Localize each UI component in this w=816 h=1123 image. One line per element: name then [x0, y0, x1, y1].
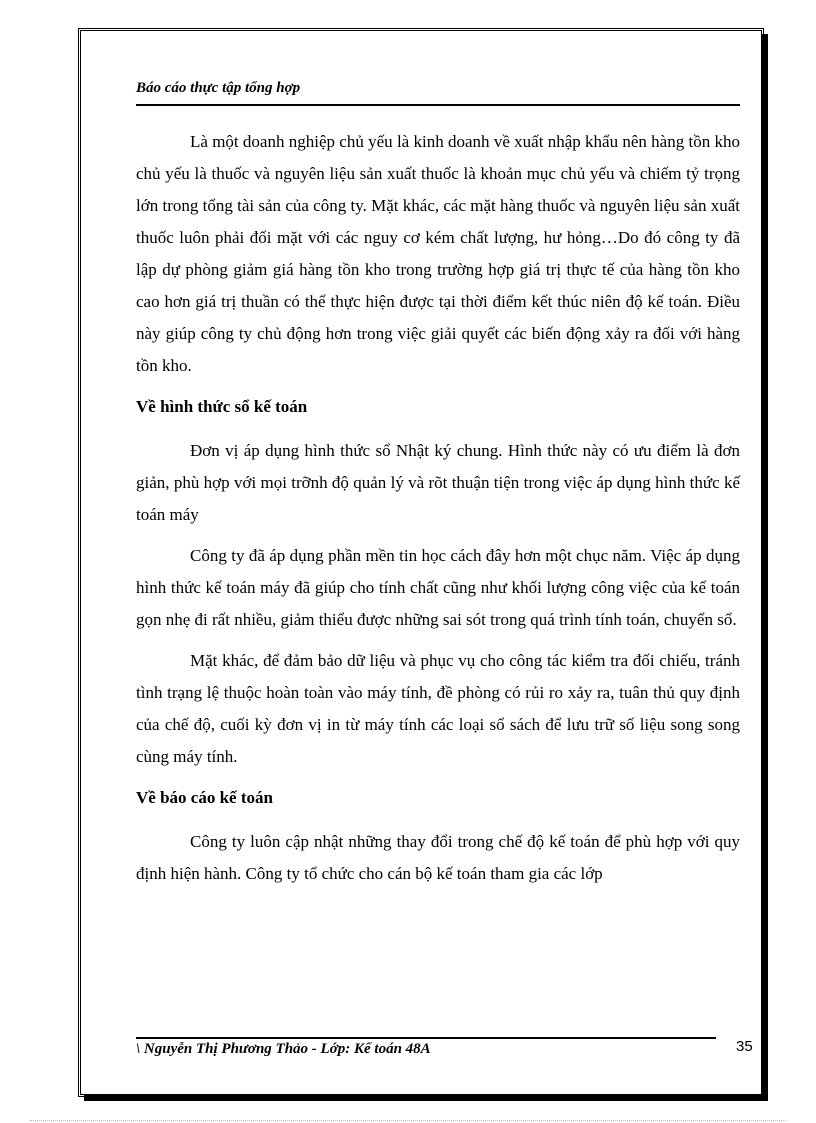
body-text: [136, 126, 740, 899]
running-header: Báo cáo thực tập tổng hợp: [136, 80, 301, 96]
section-heading-accounting-report: Về báo cáo kế toán: [136, 788, 273, 807]
page-number: 35: [736, 1038, 753, 1055]
paragraph-software: Công ty đã áp dụng phần mền tin học cách đây hơn một chục năm. Việc áp dụng hình thức kế toán máy đã giúp cho tính chất cũng như khối lượng công việc của kế toán gọn nhẹ đi rất nhiều, giảm thiểu được những sai sót trong quá trình tính toán, chuyển sổ.: [136, 546, 740, 629]
footer-rule: [136, 1037, 716, 1039]
page-border-shadow-right: [762, 34, 768, 1100]
page-border-shadow-bottom: [84, 1095, 768, 1101]
paragraph-journal: Đơn vị áp dụng hình thức sổ Nhật ký chung. Hình thức này có ưu điểm là đơn giản, phù hợp với mọi trỡnh độ quản lý và rõt thuận tiện trong việc áp dụng hình thức kế toán máy: [136, 441, 740, 524]
paragraph-regulations: Công ty luôn cập nhật những thay đổi trong chế độ kế toán để phù hợp với quy định hiện hành. Công ty tổ chức cho cán bộ kế toán tham gia các lớp: [136, 832, 740, 883]
footer-author: \ Nguyễn Thị Phương Thảo - Lớp: Kế toán 48A: [136, 1041, 431, 1057]
paragraph-data-backup: Mặt khác, để đảm bảo dữ liệu và phục vụ cho công tác kiểm tra đối chiếu, tránh tình trạng lệ thuộc hoàn toàn vào máy tính, đề phòng có rủi ro xảy ra, tuân thủ quy định của chế độ, cuối kỳ đơn vị in từ máy tính các loại sổ sách để lưu trữ số liệu song song cùng máy tính.: [136, 651, 740, 766]
paragraph-inventory: Là một doanh nghiệp chủ yếu là kinh doanh về xuất nhập khẩu nên hàng tồn kho chủ yếu là thuốc và nguyên liệu sản xuất thuốc là khoản mục chủ yếu và chiếm tỷ trọng lớn trong tổng tài sản của công ty. Mặt khác, các mặt hàng thuốc và nguyên liệu sản xuất thuốc luôn phải đối mặt với các nguy cơ kém chất lượng, hư hỏng…Do đó công ty đã lập dự phòng giảm giá hàng tồn kho trong trường hợp giá trị thực tế của hàng tồn kho cao hơn giá trị thuần có thể thực hiện được tại thời điểm kết thúc niên độ kế toán. Điều này giúp công ty chủ động hơn trong việc giải quyết các biến động xảy ra đối với hàng tồn kho.: [136, 132, 740, 375]
page-bottom-divider: [30, 1120, 786, 1121]
header-rule: [136, 104, 740, 106]
section-heading-ledger-form: Về hình thức sổ kế toán: [136, 397, 308, 416]
